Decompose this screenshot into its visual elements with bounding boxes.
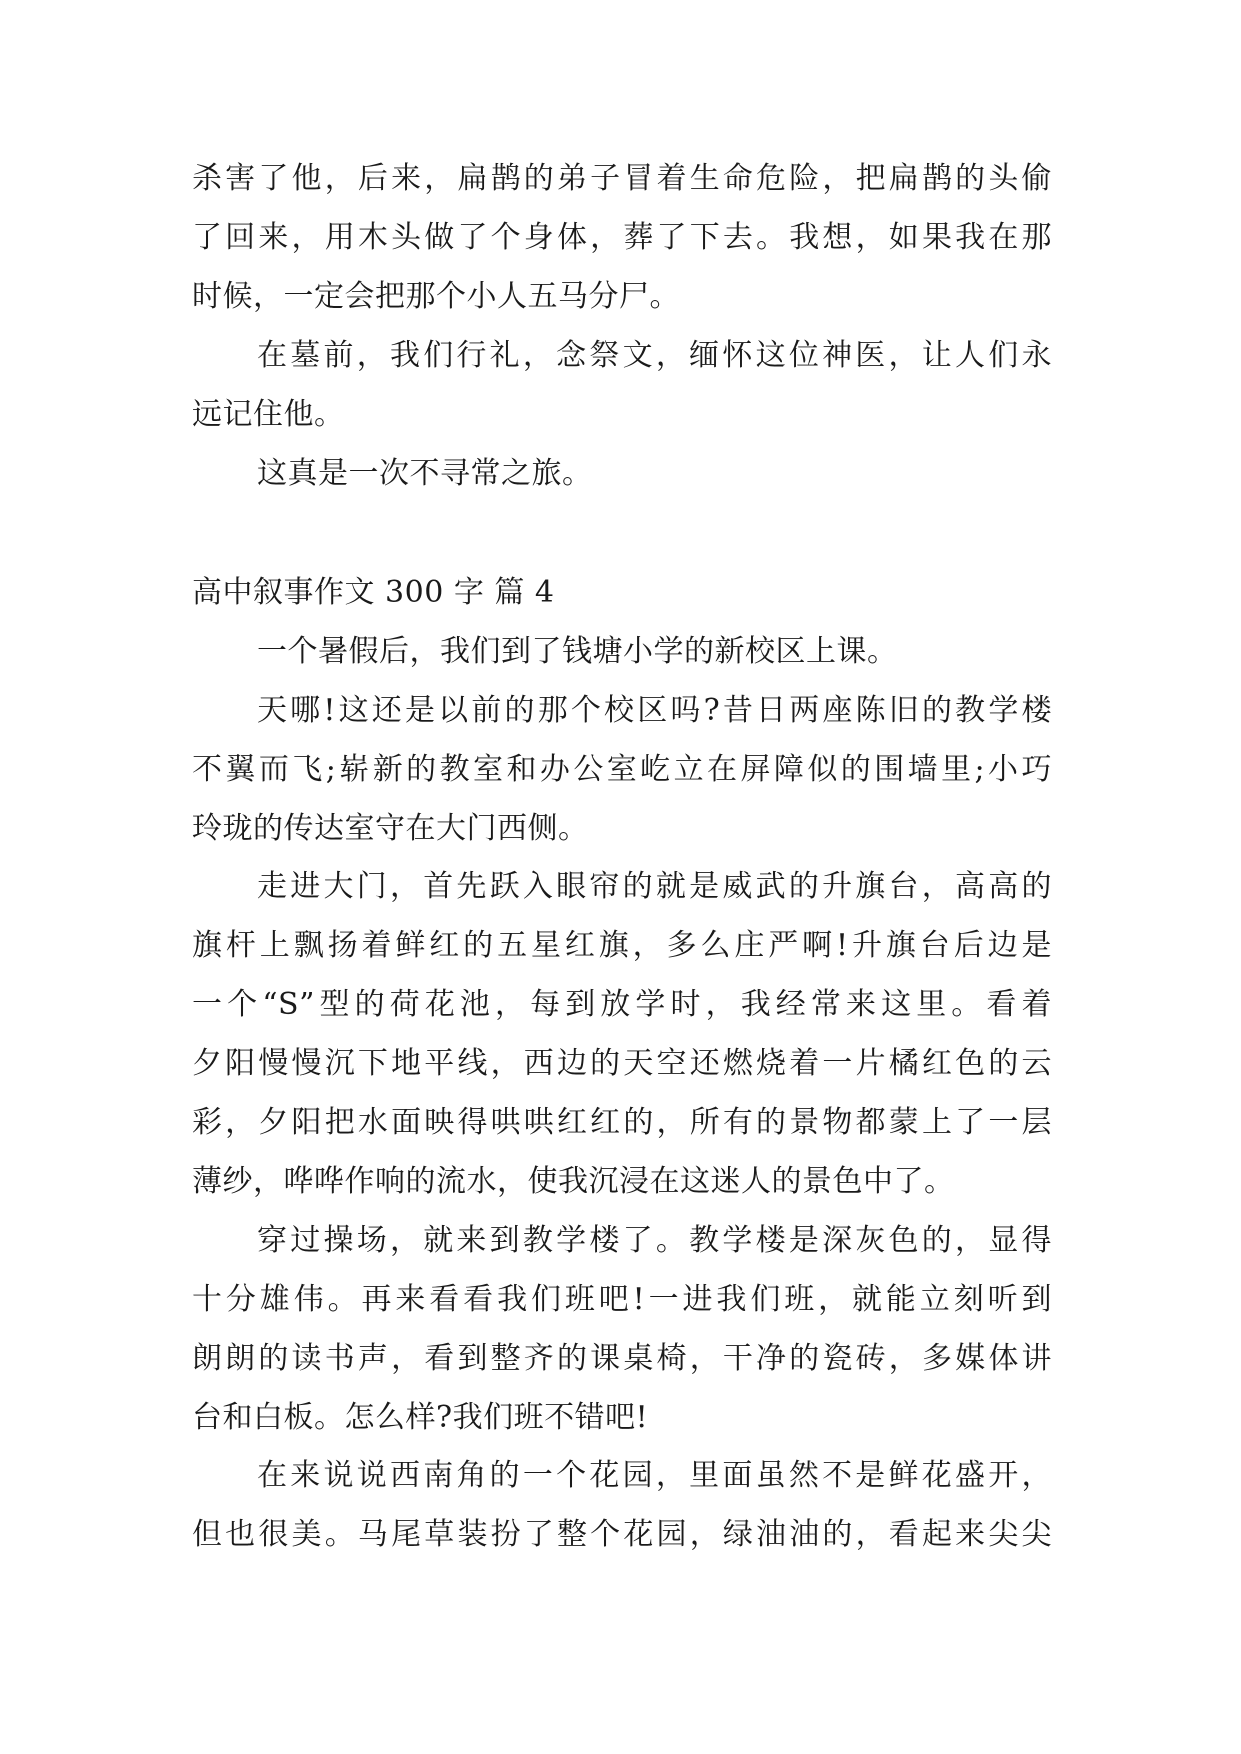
text-line: 这真是一次不寻常之旅。 — [257, 456, 593, 491]
text-line: 穿过操场，就来到教学楼了。教学楼是深灰色的，显得 — [257, 1223, 1052, 1258]
text-line: 薄纱，哗哗作响的流水，使我沉浸在这迷人的景色中了。 — [192, 1164, 955, 1199]
text-line: 十分雄伟。再来看看我们班吧!一进我们班，就能立刻听到 — [192, 1282, 1052, 1317]
text-line: 朗朗的读书声，看到整齐的课桌椅，干净的瓷砖，多媒体讲 — [192, 1341, 1052, 1376]
text-line: 一个“S”型的荷花池，每到放学时，我经常来这里。看着 — [192, 987, 1052, 1022]
text-line: 远记住他。 — [192, 397, 345, 432]
text-line: 台和白板。怎么样?我们班不错吧! — [192, 1400, 649, 1435]
text-line: 不翼而飞;崭新的教室和办公室屹立在屏障似的围墙里;小巧 — [192, 752, 1052, 787]
text-line: 但也很美。马尾草装扮了整个花园，绿油油的，看起来尖尖 — [192, 1517, 1052, 1552]
text-line: 走进大门，首先跃入眼帘的就是威武的升旗台，高高的 — [257, 869, 1052, 904]
section-heading: 高中叙事作文 300 字 篇 4 — [192, 575, 555, 610]
text-line: 一个暑假后，我们到了钱塘小学的新校区上课。 — [257, 634, 898, 669]
text-line: 时候，一定会把那个小人五马分尸。 — [192, 279, 680, 314]
text-line: 玲珑的传达室守在大门西侧。 — [192, 811, 589, 846]
text-line: 了回来，用木头做了个身体，葬了下去。我想，如果我在那 — [192, 220, 1052, 255]
text-line: 在墓前，我们行礼，念祭文，缅怀这位神医，让人们永 — [257, 338, 1052, 373]
text-line: 杀害了他，后来，扁鹊的弟子冒着生命危险，把扁鹊的头偷 — [192, 161, 1052, 196]
text-line: 在来说说西南角的一个花园，里面虽然不是鲜花盛开， — [257, 1458, 1052, 1493]
text-line: 彩，夕阳把水面映得哄哄红红的，所有的景物都蒙上了一层 — [192, 1105, 1052, 1140]
text-line: 旗杆上飘扬着鲜红的五星红旗，多么庄严啊!升旗台后边是 — [192, 928, 1052, 963]
text-line: 夕阳慢慢沉下地平线，西边的天空还燃烧着一片橘红色的云 — [192, 1046, 1052, 1081]
text-line: 天哪!这还是以前的那个校区吗?昔日两座陈旧的教学楼 — [257, 693, 1052, 728]
